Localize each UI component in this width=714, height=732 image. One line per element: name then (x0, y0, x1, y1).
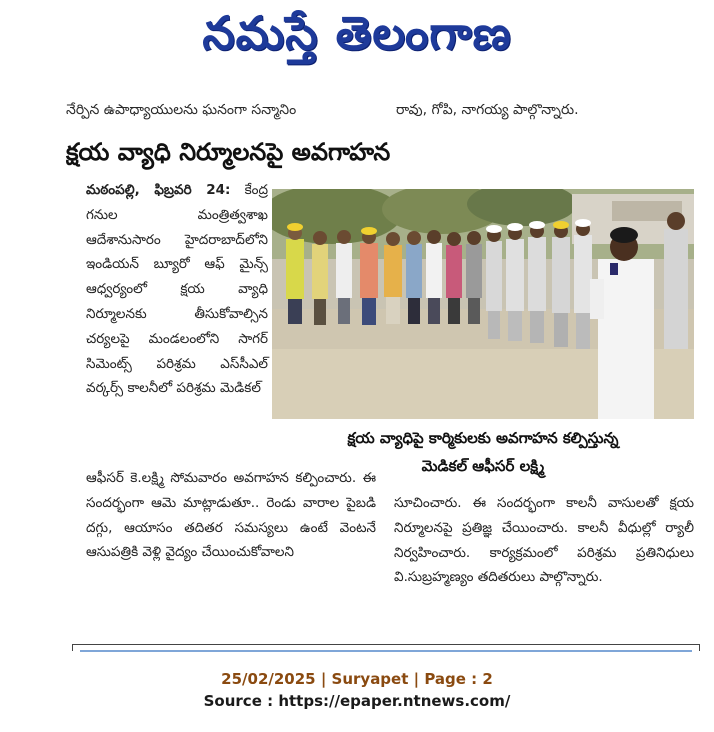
article-body-bottom-right: సూచించారు. ఈ సందర్భంగా కాలనీ వాసులతో క్షయ నిర్మూలనపై ప్రతిజ్ఞ చేయించారు. కాలనీ వీధుల్లో ర్యాలీ నిర్వహించారు. కార్యక్రమంలో పరిశ్రమ ప్రతినిధులు వి.సుబ్రహ్మణ్యం తదితరులు పాల్గొన్నారు. (394, 495, 694, 586)
article-body-bottom-left: ఆఫీసర్ కె.లక్ష్మి సోమవారం అవగాహన కల్పించారు. ఈ సందర్భంగా ఆమె మాట్లాడుతూ.. రెండు వారాల పైబడి దగ్గు, ఆయాసం తదితర సమస్యలు ఉంటే వెంటనే ఆసుపత్రికి వెళ్లి వైద్యం చేయించుకోవాలని (86, 470, 376, 561)
previous-article-strip (66, 100, 676, 122)
photo-caption-line-1: క్షయ వ్యాధిపై కార్మికులకు అవగాహన కల్పిస్తున్న (347, 429, 619, 447)
article-headline: క్షయ వ్యాధి నిర్మూలనపై అవగాహన (66, 138, 391, 166)
newspaper-masthead (0, 0, 714, 78)
footer-source-line: Source : https://epaper.ntnews.com/ (203, 692, 511, 710)
page-footer (0, 668, 714, 712)
footer-date-line: 25/02/2025 | Suryapet | Page : 2 (221, 670, 493, 688)
previous-article-right-text: రావు, గోపి, నాగయ్య పాల్గొన్నారు. (396, 102, 579, 118)
photo-caption-line-2: మెడికల్ ఆఫీసర్ లక్ష్మి (421, 457, 545, 475)
photo-illustration (272, 189, 694, 419)
article-dateline: మఠంపల్లి, ఫిబ్రవరి 24: (86, 182, 231, 198)
article-bottom-accent-line (80, 650, 692, 652)
article-body-top-text: కేంద్ర గనుల మంత్రిత్వశాఖ ఆదేశానుసారం హైదరాబాద్‌లోని ఇండియన్ బ్యూరో ఆఫ్ మైన్స్ ఆధ్వర్యంలో క్షయ వ్యాధి నిర్మూలనకు తీసుకోవాల్సిన చర్యలపై మండలంలోని సాగర్ సిమెంట్స్ పరిశ్రమ ఎస్‌సీఎల్ వర్కర్స్ కాలనీలో పరిశ్రమ మెడికల్ (86, 182, 268, 397)
article-photo (272, 189, 694, 419)
article-body-top (86, 178, 268, 401)
masthead-title: నమస్తే తెలంగాణ (202, 6, 512, 60)
previous-article-left-text: నేర్పిన ఉపాధ్యాయులను ఘనంగా సన్మానిం (66, 102, 297, 118)
